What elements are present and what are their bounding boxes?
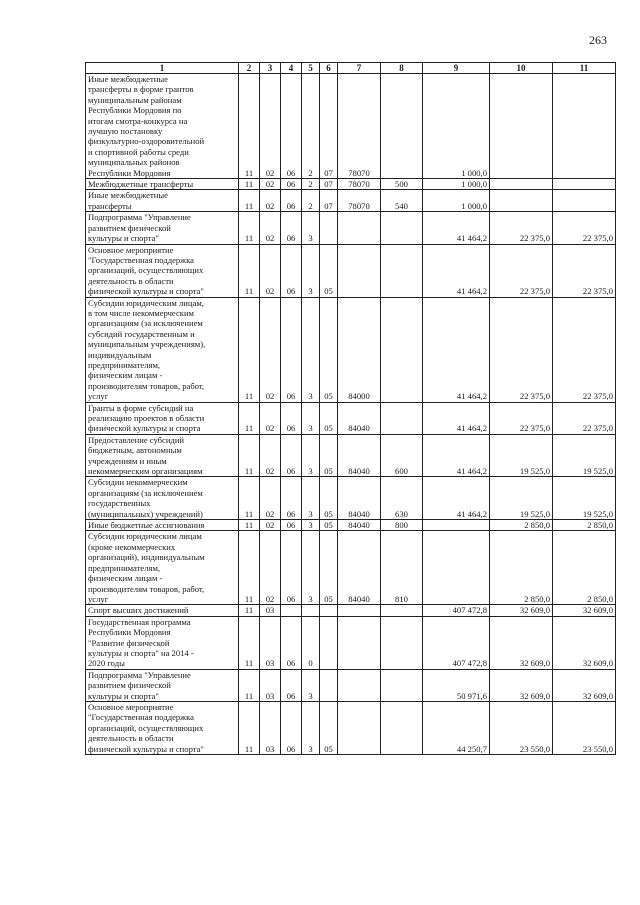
row-amount: 407 472,8 [423,605,490,616]
row-code: 11 [239,434,260,477]
row-name: Государственная программа Республики Мордовия "Развитие физической культуры и спорта" на 2014 - 2020 годы [86,616,239,669]
row-amount: 41 464,2 [423,297,490,402]
column-header: 2 [239,63,260,74]
row-code [381,297,423,402]
row-amount: 1 000,0 [423,179,490,190]
row-name: Иные бюджетные ассигнования [86,520,239,531]
row-code: 02 [260,402,281,434]
row-code: 02 [260,477,281,520]
row-code: 02 [260,212,281,244]
row-code: 11 [239,74,260,179]
row-code: 84040 [338,531,381,605]
table-row [86,701,616,754]
row-code: 600 [381,434,423,477]
row-amount: 22 375,0 [490,297,553,402]
header-row [86,63,616,74]
column-header: 4 [281,63,302,74]
row-amount [490,190,553,212]
row-code: 3 [302,477,320,520]
row-amount: 41 464,2 [423,477,490,520]
page-number: 263 [589,33,607,47]
row-code [381,701,423,754]
row-amount: 2 850,0 [490,531,553,605]
table-row [86,297,616,402]
row-code: 3 [302,701,320,754]
row-code: 78070 [338,190,381,212]
column-header: 9 [423,63,490,74]
table-body [86,74,616,755]
row-code: 06 [281,520,302,531]
row-amount: 2 850,0 [553,531,616,605]
row-code [281,605,302,616]
row-amount: 22 375,0 [490,212,553,244]
row-code: 3 [302,669,320,701]
row-code: 3 [302,531,320,605]
table-row [86,531,616,605]
row-code: 05 [320,402,338,434]
budget-table [85,62,616,755]
row-code: 800 [381,520,423,531]
row-code: 84040 [338,477,381,520]
row-code: 06 [281,701,302,754]
row-code: 2 [302,74,320,179]
row-code: 02 [260,520,281,531]
row-code: 11 [239,701,260,754]
row-code [338,212,381,244]
row-code: 11 [239,190,260,212]
row-amount: 41 464,2 [423,434,490,477]
table-row [86,402,616,434]
row-code: 02 [260,531,281,605]
row-amount: 41 464,2 [423,244,490,297]
row-amount [553,179,616,190]
row-amount [553,74,616,179]
row-amount [490,179,553,190]
row-code: 78070 [338,74,381,179]
table-row [86,212,616,244]
column-header: 10 [490,63,553,74]
row-code: 06 [281,74,302,179]
row-code: 05 [320,434,338,477]
row-amount: 19 525,0 [490,477,553,520]
row-code: 11 [239,616,260,669]
row-code [302,605,320,616]
row-code [320,605,338,616]
row-code [338,605,381,616]
row-code: 02 [260,434,281,477]
row-amount: 19 525,0 [490,434,553,477]
row-name: Подпрограмма "Управление развитием физической культуры и спорта" [86,212,239,244]
row-code [338,701,381,754]
row-amount: 22 375,0 [553,402,616,434]
row-amount: 22 375,0 [553,244,616,297]
row-code: 78070 [338,179,381,190]
row-code: 02 [260,179,281,190]
row-amount [490,74,553,179]
row-code: 06 [281,190,302,212]
row-amount: 2 850,0 [490,520,553,531]
row-amount: 19 525,0 [553,434,616,477]
row-code: 3 [302,212,320,244]
row-code: 07 [320,179,338,190]
table-row [86,179,616,190]
row-code: 11 [239,520,260,531]
row-code [320,212,338,244]
row-code: 11 [239,212,260,244]
row-code: 3 [302,402,320,434]
table-row [86,669,616,701]
row-code: 06 [281,669,302,701]
row-code: 11 [239,297,260,402]
table-row [86,434,616,477]
row-code: 03 [260,669,281,701]
row-code: 11 [239,531,260,605]
table-row [86,605,616,616]
row-code: 11 [239,669,260,701]
column-header: 3 [260,63,281,74]
row-code: 06 [281,179,302,190]
row-amount: 32 609,0 [553,605,616,616]
row-code: 84040 [338,402,381,434]
row-code [320,616,338,669]
row-code: 2 [302,179,320,190]
row-amount: 41 464,2 [423,402,490,434]
table-row [86,190,616,212]
column-header: 7 [338,63,381,74]
row-code: 3 [302,297,320,402]
row-code: 06 [281,244,302,297]
row-code: 06 [281,434,302,477]
row-amount: 22 375,0 [490,402,553,434]
row-code: 06 [281,616,302,669]
row-code: 3 [302,244,320,297]
row-amount: 2 850,0 [553,520,616,531]
row-name: Гранты в форме субсидий на реализацию проектов в области физической культуры и спорта [86,402,239,434]
row-code: 06 [281,402,302,434]
row-code [381,669,423,701]
row-name: Субсидии юридическим лицам (кроме некоммерческих организаций), индивидуальным предпринимателям, физическим лицам - производителям товаров, работ, услуг [86,531,239,605]
row-amount: 407 472,8 [423,616,490,669]
row-code: 500 [381,179,423,190]
row-amount: 22 375,0 [490,244,553,297]
row-amount: 32 609,0 [553,616,616,669]
row-code: 3 [302,434,320,477]
row-amount: 1 000,0 [423,190,490,212]
row-code: 06 [281,297,302,402]
row-code: 11 [239,244,260,297]
row-name: Субсидии юридическим лицам, в том числе некоммерческим организациям (за исключением субсидий государственным и муниципальным учреждениям), индивидуальным предпринимателям, физическим лицам - производителям товаров, работ, услуг [86,297,239,402]
column-header: 1 [86,63,239,74]
row-code: 11 [239,605,260,616]
row-amount: 32 609,0 [490,605,553,616]
row-amount: 44 250,7 [423,701,490,754]
row-name: Предоставление субсидий бюджетным, автономным учреждениям и иным некоммерческим организациям [86,434,239,477]
row-amount: 23 550,0 [553,701,616,754]
row-name: Иные межбюджетные трансферты в форме грантов муниципальным районам Республики Мордовия по итогам смотра-конкурса на лучшую постановку физкультурно-оздоровительной и спортивной работы среди муниципальных районов Республики Мордовия [86,74,239,179]
row-code: 05 [320,297,338,402]
row-code: 06 [281,212,302,244]
table-row [86,520,616,531]
row-name: Межбюджетные трансферты [86,179,239,190]
row-code: 05 [320,531,338,605]
row-code [381,605,423,616]
row-code [320,669,338,701]
row-code [381,402,423,434]
row-code: 540 [381,190,423,212]
row-name: Иные межбюджетные трансферты [86,190,239,212]
table-row [86,616,616,669]
row-name: Подпрограмма "Управление развитием физической культуры и спорта" [86,669,239,701]
row-amount: 22 375,0 [553,297,616,402]
row-code: 05 [320,701,338,754]
row-name: Спорт высших достижений [86,605,239,616]
row-code: 810 [381,531,423,605]
row-amount: 1 000,0 [423,74,490,179]
row-name: Основное мероприятие "Государственная поддержка организаций, осуществляющих деятельность в области физической культуры и спорта" [86,701,239,754]
column-header: 5 [302,63,320,74]
row-code: 84000 [338,297,381,402]
row-amount [423,531,490,605]
column-header: 11 [553,63,616,74]
column-header: 8 [381,63,423,74]
table-row [86,244,616,297]
row-code: 02 [260,190,281,212]
row-amount: 41 464,2 [423,212,490,244]
row-code: 03 [260,605,281,616]
table-row [86,74,616,179]
row-code: 0 [302,616,320,669]
row-code: 06 [281,477,302,520]
row-code: 630 [381,477,423,520]
table-row [86,477,616,520]
row-code: 02 [260,74,281,179]
row-code: 02 [260,244,281,297]
row-code: 84040 [338,520,381,531]
row-code [381,212,423,244]
row-code: 03 [260,701,281,754]
row-amount: 50 971,6 [423,669,490,701]
row-amount: 32 609,0 [490,669,553,701]
row-amount: 19 525,0 [553,477,616,520]
row-code: 2 [302,190,320,212]
row-code: 05 [320,244,338,297]
row-amount: 32 609,0 [553,669,616,701]
row-amount: 22 375,0 [553,212,616,244]
row-code [381,74,423,179]
row-code: 3 [302,520,320,531]
row-code: 05 [320,477,338,520]
row-code: 03 [260,616,281,669]
row-code: 11 [239,477,260,520]
row-name: Основное мероприятие "Государственная поддержка организаций, осуществляющих деятельность в области физической культуры и спорта" [86,244,239,297]
row-code [338,616,381,669]
row-name: Субсидии некоммерческим организациям (за исключением государственных (муниципальных) учреждений) [86,477,239,520]
row-code [381,244,423,297]
row-code [381,616,423,669]
row-code: 84040 [338,434,381,477]
row-code: 06 [281,531,302,605]
row-code: 11 [239,179,260,190]
row-code [338,669,381,701]
row-amount [553,190,616,212]
row-code [338,244,381,297]
row-amount [423,520,490,531]
row-amount: 32 609,0 [490,616,553,669]
row-code: 07 [320,74,338,179]
row-code: 07 [320,190,338,212]
column-header: 6 [320,63,338,74]
row-amount: 23 550,0 [490,701,553,754]
row-code: 02 [260,297,281,402]
row-code: 05 [320,520,338,531]
row-code: 11 [239,402,260,434]
